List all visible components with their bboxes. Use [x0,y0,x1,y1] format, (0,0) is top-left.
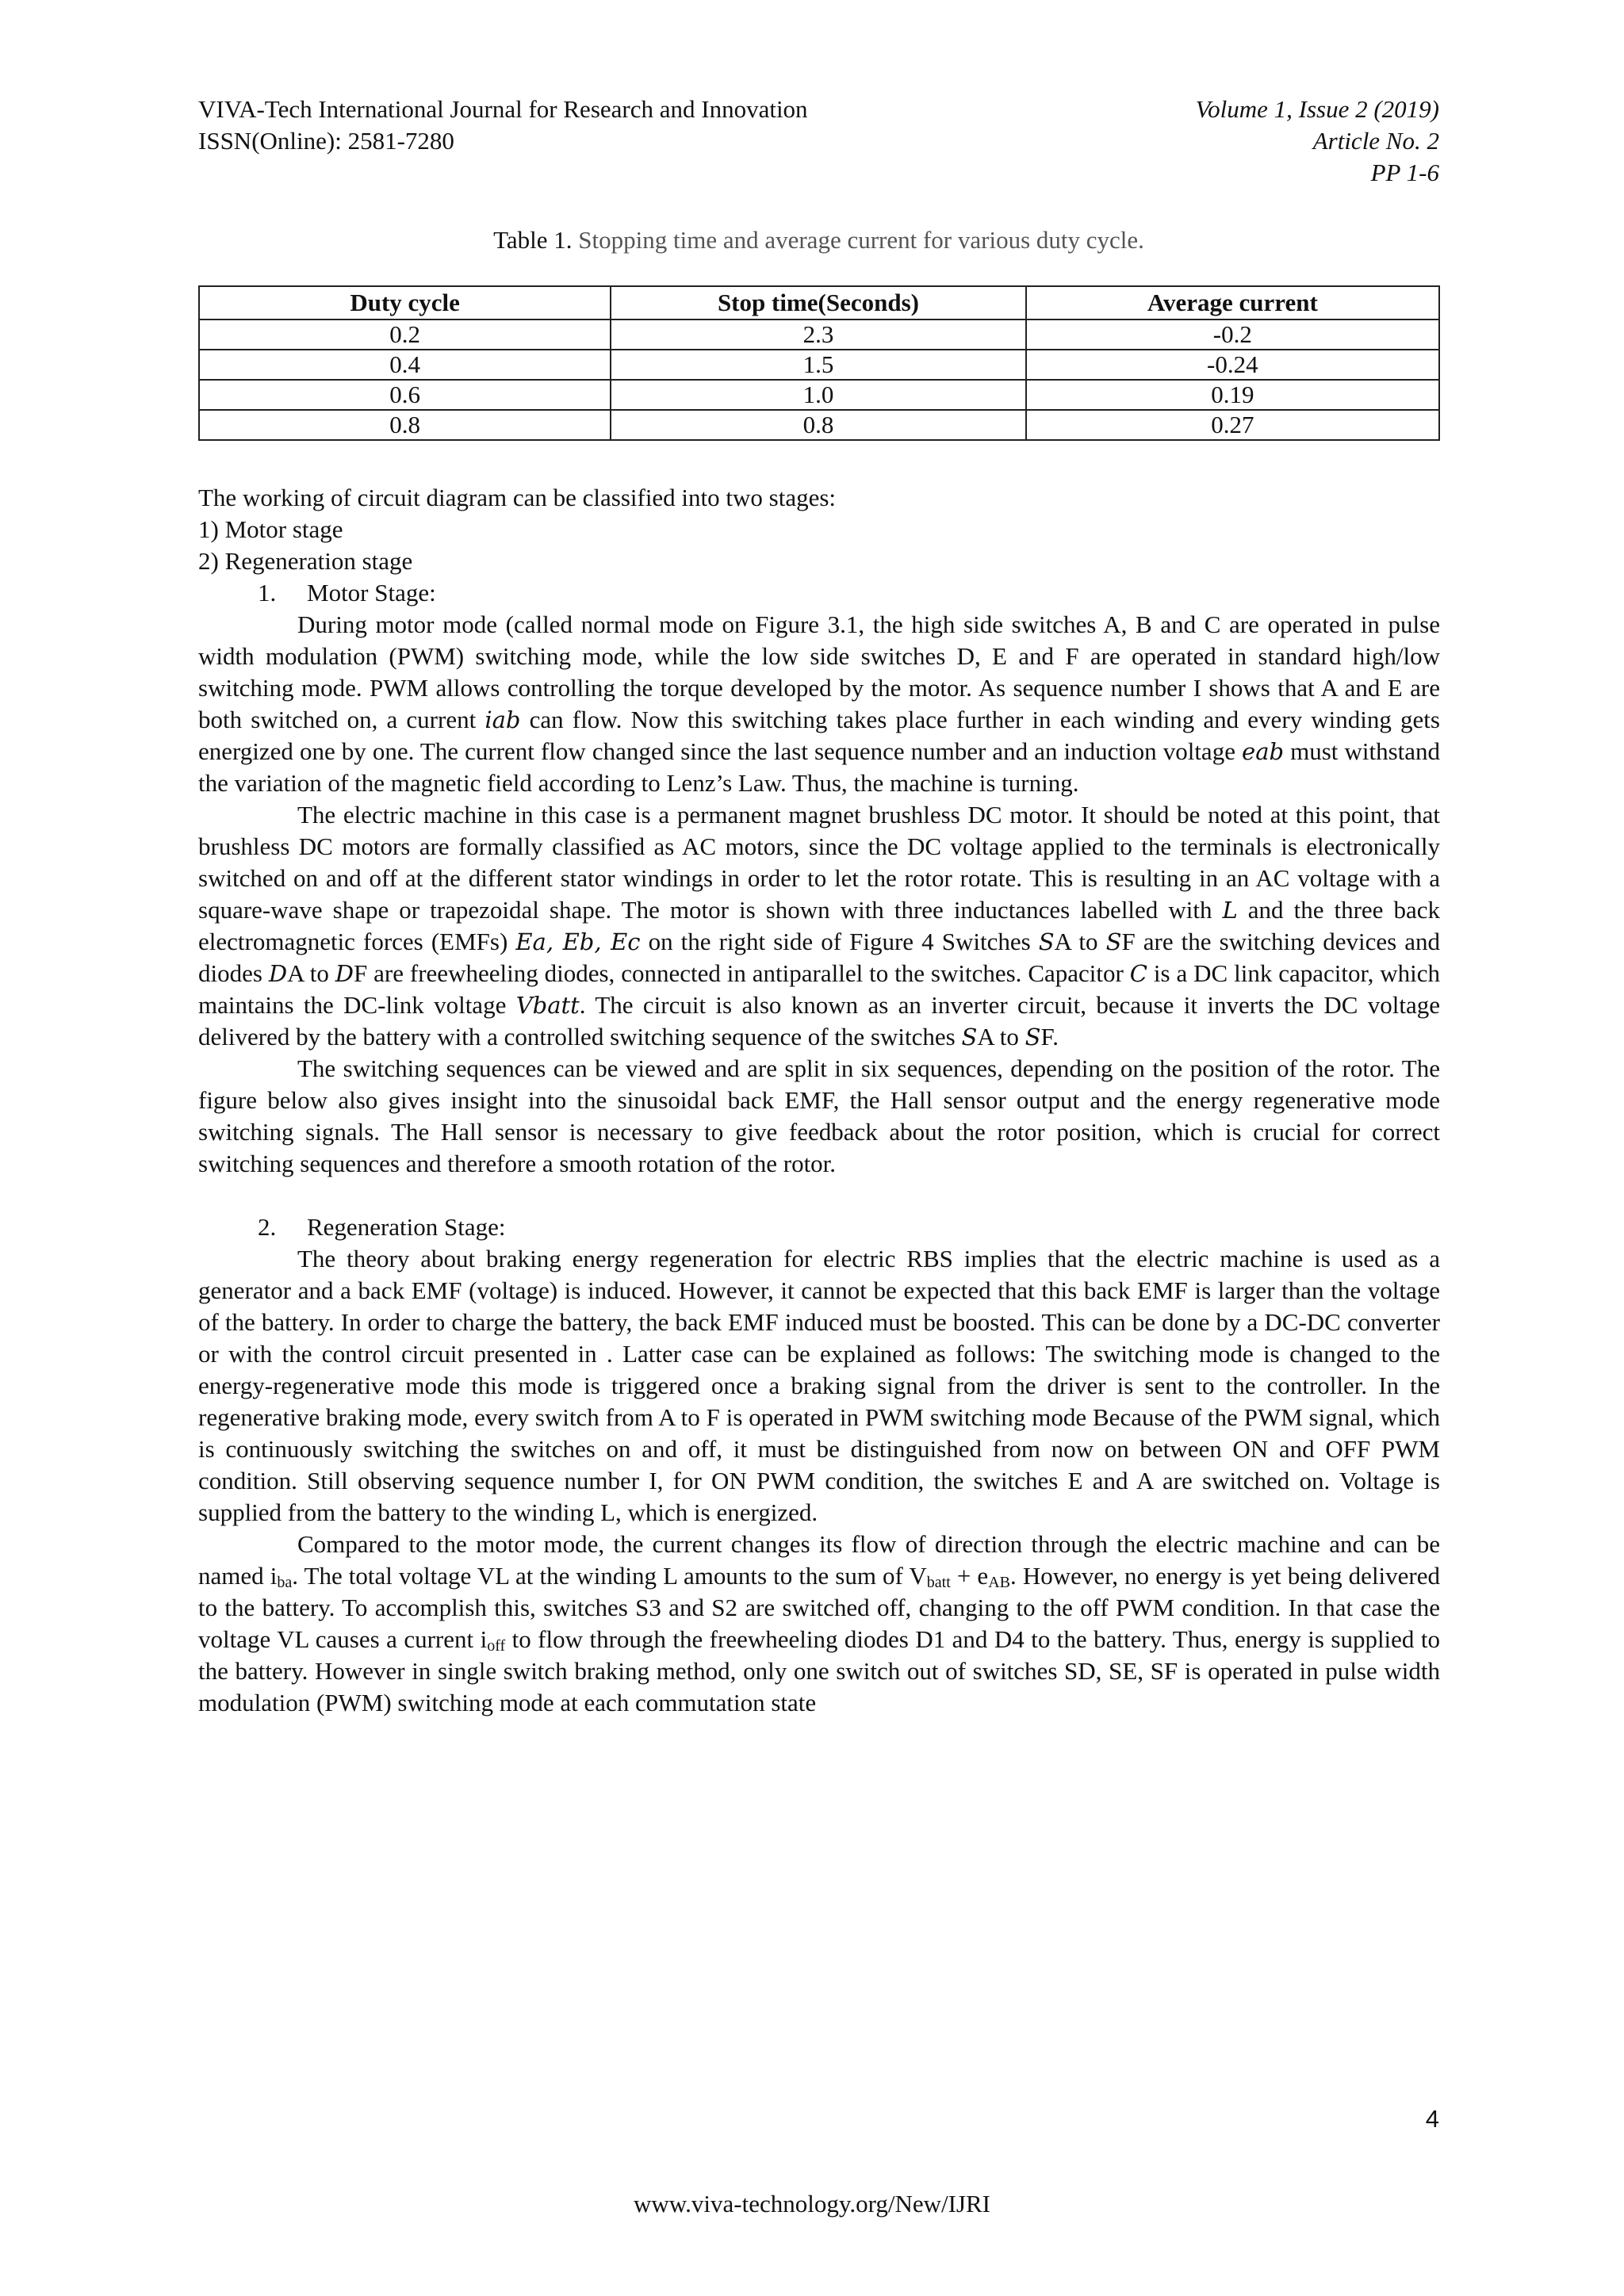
text-run: The electric machine in this case is a permanent magnet brushless DC motor. It should be noted at this point, that brushless DC motors are formally classified as AC motors, since the DC voltage applied to the terminals is electronically switched on and off at the different stator windings in order to let the rotor rotate. This is resulting in an AC voltage with a square-wave shape or trapezoidal shape. The motor is shown with three inductances labelled with [198,801,1440,924]
table-row [199,320,1439,350]
text-run: During motor mode (called normal mode on Figure 3.1, the high side switches A, B and C are operated in pulse width modulation (PWM) switching mode, while the low side switches D, E and F are operated in standard high/low switching mode. PWM allows controlling the torque developed by the motor. As sequence number I shows that A and E are both switched on, a current [198,610,1440,733]
regen-paragraph-2 [198,1529,1440,1719]
regeneration-stage-heading [198,1211,1440,1243]
header-right [1196,94,1439,189]
stage-list-item: 1) Motor stage [198,515,343,543]
table-row [199,350,1439,380]
table-caption-text: Stopping time and average current for various duty cycle. [578,226,1144,254]
table-cell: 1.5 [611,350,1025,380]
text-run: A to [1054,928,1106,955]
text-run: to flow through the freewheeling diodes D1 and D4 to the battery. Thus, energy is supplied to the battery. However in single switch braking method, only one switch out of switches SD, SE, SF is operated in pulse width modulation (PWM) switching mode at each commutation state [198,1625,1440,1716]
text-run: F are the switching devices and diodes [198,928,1441,987]
column-header: Stop time(Seconds) [611,286,1025,320]
table-cell: 0.8 [199,410,611,440]
page-range: PP 1-6 [1370,159,1439,186]
table-cell: 0.27 [1026,410,1439,440]
table-caption [198,224,1439,256]
results-table [198,285,1440,441]
math-L: L [1222,897,1238,924]
subscript: AB [988,1574,1010,1591]
regen-paragraph-1: The theory about braking energy regeneration for electric RBS implies that the electric machine is used as a generator and a back EMF (voltage) is induced. However, it cannot be expected that this back EMF is larger than the voltage of the battery. In order to charge the battery, the back EMF induced must be boosted. This can be done by a DC-DC converter or with the control circuit presented in . Latter case can be explained as follows: The switching mode is changed to the energy-regenerative mode this mode is triggered once a braking signal from the driver is sent to the controller. In the regenerative braking mode, every switch from A to F is operated in PWM switching mode Because of the PWM signal, which is continuously switching the switches on and off, it must be distinguished from now on between ON and OFF PWM condition. Still observing sequence number I, for ON PWM condition, the switches E and A are switched on. Voltage is supplied from the battery to the winding L, which is energized. [198,1245,1440,1526]
motor-paragraph-2 [198,799,1440,1053]
table-cell: 0.2 [199,320,611,350]
intro-line: The working of circuit diagram can be classified into two stages: [198,484,837,511]
motor-paragraph-3: The switching sequences can be viewed and are split in six sequences, depending on the position of the rotor. The figure below also gives insight into the sinusoidal back EMF, the Hall sensor output and the energy regenerative mode switching signals. The Hall sensor is necessary to give feedback about the rotor position, which is crucial for correct switching sequences and therefore a smooth rotation of the rotor. [198,1054,1440,1177]
table-row [199,380,1439,410]
text-run: F. [1040,1023,1059,1050]
table-cell: -0.24 [1026,350,1439,380]
text-run: + e [950,1562,989,1590]
math-Vbatt: Vbatt [515,992,580,1019]
page-number: 4 [1425,2105,1439,2133]
subscript: ba [277,1574,293,1591]
stage-list-item: 2) Regeneration stage [198,547,413,575]
math-D: D [268,960,288,987]
text-run: Compared to the motor mode, the current changes its flow of direction through the electric machine and can be named i [198,1530,1440,1590]
math-S: S [1105,928,1122,955]
table-cell: -0.2 [1026,320,1439,350]
column-header: Average current [1026,286,1439,320]
table-caption-label: Table 1. [493,226,573,254]
subscript: batt [926,1574,951,1591]
text-run: F are freewheeling diodes, connected in antiparallel to the switches. Capacitor [354,959,1130,987]
text-run: must withstand the variation of the magnetic field according to Lenz’s Law. Thus, the machine is turning. [198,737,1441,797]
math-S: S [1025,1024,1041,1050]
heading-text: Motor Stage: [307,579,436,607]
math-eab: eab [1242,738,1285,765]
table-cell: 0.19 [1026,380,1439,410]
math-emfs: Ea, Eb, Ec [515,928,641,955]
motor-stage-heading [198,577,1440,609]
body-text [198,482,1440,1719]
text-run: A to [977,1023,1025,1050]
math-iab: iab [485,706,521,733]
text-run: can flow. Now this switching takes place further in each winding and every winding gets energized one by one. The current flow changed since the last sequence number and an induction voltage [198,706,1440,765]
footer-url: www.viva-technology.org/New/IJRI [634,2190,990,2218]
issn: ISSN(Online): 2581-7280 [198,127,454,155]
heading-number: 2. [258,1213,277,1241]
table-cell: 2.3 [611,320,1025,350]
math-S: S [961,1024,978,1050]
heading-number: 1. [258,579,277,607]
text-run: is a DC link capacitor, which maintains the DC-link voltage [198,959,1441,1019]
table-cell: 0.6 [199,380,611,410]
text-run: . However, no energy is yet being delivered to the battery. To accomplish this, switches S3 and S2 are switched off, changing to the off PWM condition. In that case the voltage VL causes a current i [198,1562,1441,1653]
text-run: A to [287,959,335,987]
column-header: Duty cycle [199,286,611,320]
math-C: C [1129,960,1147,987]
table-cell: 0.4 [199,350,611,380]
article-number: Article No. 2 [1312,127,1439,155]
paragraph-gap [198,1180,1440,1211]
text-run: and the three back electromagnetic forces (EMFs) [198,896,1440,955]
table-cell: 0.8 [611,410,1025,440]
text-run: on the right side of Figure 4 Switches [640,928,1039,955]
journal-name: VIVA-Tech International Journal for Research and Innovation [198,95,808,123]
heading-text: Regeneration Stage: [307,1213,506,1241]
volume-issue: Volume 1, Issue 2 (2019) [1195,95,1439,123]
math-S: S [1038,928,1055,955]
motor-paragraph-1 [198,609,1440,799]
math-D: D [335,960,354,987]
subscript: off [487,1637,506,1655]
text-run: . The total voltage VL at the winding L amounts to the sum of V [292,1562,927,1590]
table-cell: 1.0 [611,380,1025,410]
text-run: . The circuit is also known as an inverter circuit, because it inverts the DC voltage delivered by the battery with a controlled switching sequence of the switches [198,991,1440,1050]
table-row [199,410,1439,440]
header-left [198,94,808,157]
table-header-row [199,286,1439,320]
